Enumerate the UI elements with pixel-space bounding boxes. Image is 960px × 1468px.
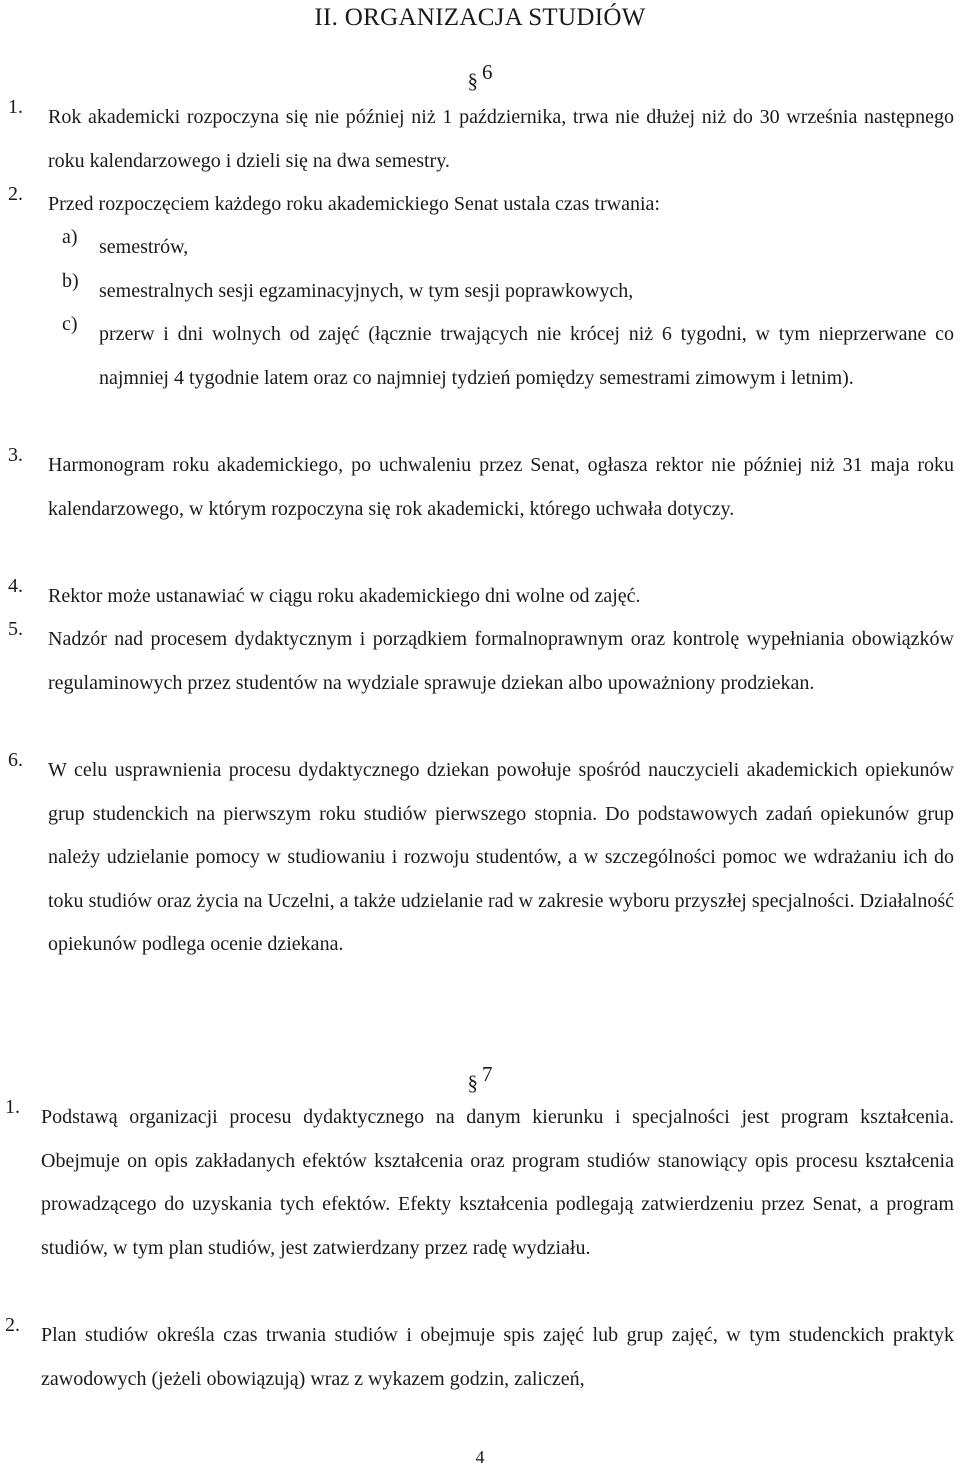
item-number: 5. bbox=[8, 618, 23, 640]
item-number: 6. bbox=[8, 749, 23, 771]
item-number: 2. bbox=[8, 183, 23, 205]
item-number: 4. bbox=[8, 575, 23, 597]
chapter-title: II. ORGANIZACJA STUDIÓW bbox=[314, 4, 646, 31]
sub-item-text: semestrów, bbox=[99, 236, 189, 258]
item-text: Podstawą organizacji procesu dydaktycznego na danym kierunku i specjalności jest program kształcenia. Obejmuje on opis zakładanych efektów kształcenia oraz program studiów stanowiący opis procesu kształcenia prowadzącego do uzyskania tych efektów. Efekty kształcenia podlegają zatwierdzeniu przez Senat, a program studiów, w tym plan studiów, jest zatwierdzany przez radę wydziału. bbox=[41, 1106, 954, 1259]
section-symbol: § bbox=[467, 1071, 478, 1095]
item-number: 3. bbox=[8, 444, 23, 466]
sub-item-text: przerw i dni wolnych od zajęć (łącznie trwających nie krócej niż 6 tygodni, w tym nieprzerwane co najmniej 4 tygodnie latem oraz co najmniej tydzień pomiędzy semestrami zimowym i letnim). bbox=[99, 323, 954, 389]
sub-item-label: b) bbox=[62, 270, 79, 292]
item-text: Rektor może ustanawiać w ciągu roku akademickiego dni wolne od zajęć. bbox=[48, 585, 641, 607]
item-number: 1. bbox=[5, 1096, 20, 1118]
item-text: W celu usprawnienia procesu dydaktycznego dziekan powołuje spośród nauczycieli akademickich opiekunów grup studenckich na pierwszym roku studiów pierwszego stopnia. Do podstawowych zadań opiekunów grup należy udzielanie pomocy w studiowaniu i rozwoju studentów, a w szczególności pomoc we wdrażaniu ich do toku studiów oraz życia na Uczelni, a także udzielanie rad w zakresie wyboru przyszłej specjalności. Działalność opiekunów podlega ocenie dziekana. bbox=[48, 759, 954, 955]
item-text: Rok akademicki rozpoczyna się nie później niż 1 października, trwa nie dłużej niż do 30 września następnego roku kalendarzowego i dzieli się na dwa semestry. bbox=[48, 106, 954, 172]
item-number: 2. bbox=[5, 1314, 20, 1336]
section-number: 7 bbox=[482, 1062, 493, 1086]
sub-item-text: semestralnych sesji egzaminacyjnych, w tym sesji poprawkowych, bbox=[99, 280, 634, 302]
item-text: Plan studiów określa czas trwania studiów i obejmuje spis zajęć lub grup zajęć, w tym studenckich praktyk zawodowych (jeżeli obowiązują) wraz z wykazem godzin, zaliczeń, bbox=[41, 1324, 954, 1390]
sub-item-label: c) bbox=[62, 313, 78, 335]
section-heading-7 bbox=[0, 1060, 960, 1095]
item-text: Harmonogram roku akademickiego, po uchwaleniu przez Senat, ogłasza rektor nie później niż 31 maja roku kalendarzowego, w którym rozpoczyna się rok akademicki, którego uchwała dotyczy. bbox=[48, 454, 954, 520]
sub-item-label: a) bbox=[62, 226, 78, 248]
section-symbol: § bbox=[467, 69, 478, 93]
item-text: Nadzór nad procesem dydaktycznym i porządkiem formalnoprawnym oraz kontrolę wypełniania obowiązków regulaminowych przez studentów na wydziale sprawuje dziekan albo upoważniony prodziekan. bbox=[48, 628, 954, 694]
page-number: 4 bbox=[475, 1447, 485, 1467]
section-heading-6 bbox=[0, 58, 960, 93]
item-text: Przed rozpoczęciem każdego roku akademickiego Senat ustala czas trwania: bbox=[48, 193, 660, 215]
item-number: 1. bbox=[8, 96, 23, 118]
section-number: 6 bbox=[482, 60, 493, 84]
